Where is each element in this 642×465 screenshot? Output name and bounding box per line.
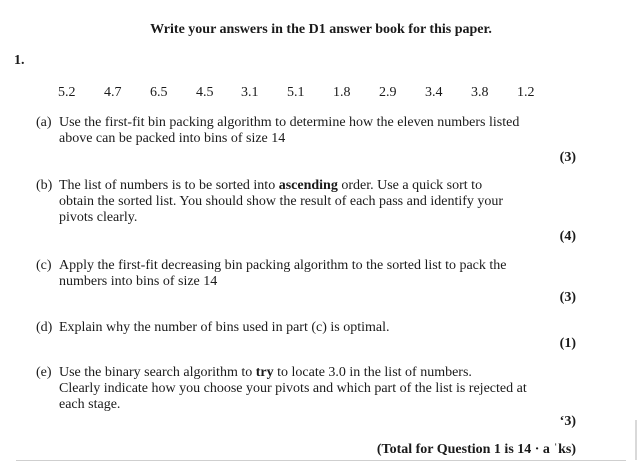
- part-line: Explain why the number of bins used in part (c) is optimal.: [59, 320, 390, 335]
- number-item: 5.1: [287, 85, 305, 100]
- part-b: [36, 178, 556, 226]
- question-total: (Total for Question 1 is 14 · a ˈks): [376, 442, 576, 457]
- marks-d: (1): [559, 336, 576, 351]
- marks-c: (3): [559, 290, 576, 305]
- number-item: 3.1: [241, 85, 259, 100]
- part-text: [59, 320, 556, 336]
- marks-e: ‘3): [559, 414, 576, 429]
- part-a: [36, 115, 556, 147]
- marks-b: (4): [559, 229, 576, 244]
- text-run: Use the binary search algorithm to: [59, 365, 256, 380]
- part-line: Clearly indicate how you choose your pivots and which part of the list is rejected at: [59, 381, 527, 396]
- part-e: [36, 365, 556, 413]
- part-label: (d): [36, 320, 53, 335]
- part-line: numbers into bins of size 14: [59, 274, 218, 289]
- number-item: 4.7: [104, 85, 122, 100]
- number-item: 4.5: [196, 85, 214, 100]
- part-label: (a): [36, 115, 52, 130]
- part-line: Use the first-fit bin packing algorithm to determine how the eleven numbers listed: [59, 115, 520, 130]
- number-item: 3.4: [425, 85, 443, 100]
- part-line: each stage.: [59, 397, 121, 412]
- marks-a: (3): [559, 150, 576, 165]
- page-divider: [16, 460, 626, 461]
- page-edge: [635, 420, 637, 460]
- text-run: to locate 3.0 in the list of numbers.: [273, 365, 472, 380]
- part-c: [36, 258, 556, 290]
- question-number: 1.: [14, 53, 25, 68]
- part-label: (b): [36, 178, 53, 193]
- part-label: (e): [36, 365, 52, 380]
- part-line: above can be packed into bins of size 14: [59, 131, 286, 146]
- number-item: 5.2: [58, 85, 76, 100]
- bold-text: try: [255, 365, 274, 380]
- part-line: [59, 178, 556, 194]
- number-item: 6.5: [150, 85, 168, 100]
- text-run: The list of numbers is to be sorted into: [59, 178, 279, 193]
- number-item: 1.8: [333, 85, 351, 100]
- part-text: [59, 258, 556, 290]
- text-run: order. Use a quick sort to: [337, 178, 483, 193]
- number-item: 3.8: [471, 85, 489, 100]
- part-text: [59, 365, 556, 413]
- part-line: obtain the sorted list. You should show the result of each pass and identify your: [59, 194, 504, 209]
- part-text: [59, 178, 556, 226]
- bold-text: ascending: [278, 178, 338, 193]
- part-d: [36, 320, 556, 336]
- part-line: pivots clearly.: [59, 210, 138, 225]
- part-line: [59, 365, 556, 381]
- page-header: Write your answers in the D1 answer book for this paper.: [150, 22, 492, 37]
- part-text: [59, 115, 556, 147]
- part-label: (c): [36, 258, 52, 273]
- number-item: 2.9: [379, 85, 397, 100]
- number-item: 1.2: [517, 85, 535, 100]
- part-line: Apply the first-fit decreasing bin packing algorithm to the sorted list to pack the: [59, 258, 507, 273]
